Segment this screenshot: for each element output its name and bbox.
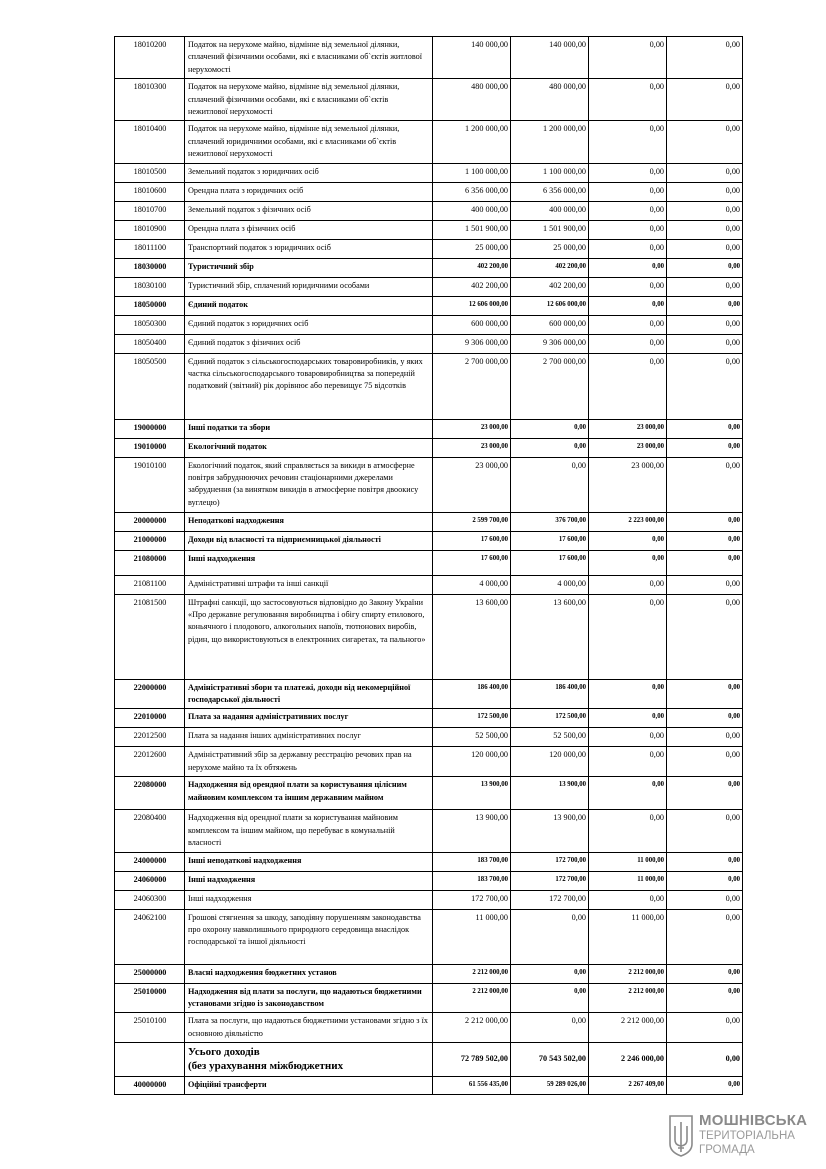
dev-cell: 0,00 — [667, 512, 743, 531]
general-cell: 0,00 — [511, 1013, 589, 1043]
general-cell: 13 900,00 — [511, 810, 589, 852]
dev-cell: 0,00 — [667, 983, 743, 1013]
general-cell: 13 600,00 — [511, 594, 589, 679]
special-cell: 0,00 — [589, 201, 667, 220]
total-cell: 172 700,00 — [433, 890, 511, 909]
general-cell: 25 000,00 — [511, 239, 589, 258]
table-row — [115, 594, 743, 679]
name-cell: Грошові стягнення за шкоду, заподіяну порушенням законодавства про охорону навколишнього природного середовища внаслідок господарської та іншої діяльності — [185, 909, 433, 964]
special-cell: 0,00 — [589, 334, 667, 353]
code-cell: 24062100 — [115, 909, 185, 964]
total-cell: 2 212 000,00 — [433, 964, 511, 983]
dev-cell: 0,00 — [667, 810, 743, 852]
special-cell: 0,00 — [589, 550, 667, 575]
name-cell: Неподаткові надходження — [185, 512, 433, 531]
total-cell: 400 000,00 — [433, 201, 511, 220]
code-cell: 18050400 — [115, 334, 185, 353]
general-cell: 172 700,00 — [511, 871, 589, 890]
code-cell: 20000000 — [115, 512, 185, 531]
general-cell: 0,00 — [511, 983, 589, 1013]
table-row — [115, 37, 743, 79]
general-cell: 6 356 000,00 — [511, 182, 589, 201]
revenue-table — [114, 36, 743, 1095]
dev-cell: 0,00 — [667, 709, 743, 728]
dev-cell: 0,00 — [667, 438, 743, 457]
total-cell: 140 000,00 — [433, 37, 511, 79]
name-cell: Екологічний податок, який справляється за викиди в атмосферне повітря забруднюючих речовин стаціонарними джерелами забруднення (за винятком викидів в атмосферне повітря двоокису вуглецю) — [185, 457, 433, 512]
total-cell: 13 900,00 — [433, 810, 511, 852]
code-cell: 18010400 — [115, 121, 185, 163]
name-cell: Штрафні санкції, що застосовуються відповідно до Закону України «Про державне регулювання виробництва і обігу спирту етилового, коньячного і плодового, алкогольних напоїв, тютюнових виробів, рідин, що використовуються в електронних сигаретах, та пального» — [185, 594, 433, 679]
special-cell: 23 000,00 — [589, 438, 667, 457]
table-row — [115, 182, 743, 201]
special-cell: 0,00 — [589, 296, 667, 315]
total-cell: 480 000,00 — [433, 79, 511, 121]
code-cell: 25000000 — [115, 964, 185, 983]
general-cell: 120 000,00 — [511, 747, 589, 777]
code-cell: 19010000 — [115, 438, 185, 457]
total-cell: 9 306 000,00 — [433, 334, 511, 353]
special-cell: 0,00 — [589, 182, 667, 201]
total-cell: 600 000,00 — [433, 315, 511, 334]
code-cell: 18030000 — [115, 258, 185, 277]
code-cell: 18010900 — [115, 220, 185, 239]
general-cell: 13 900,00 — [511, 777, 589, 810]
name-cell: Плата за надання адміністративних послуг — [185, 709, 433, 728]
special-cell: 0,00 — [589, 220, 667, 239]
general-cell: 1 100 000,00 — [511, 163, 589, 182]
special-cell: 11 000,00 — [589, 871, 667, 890]
logo-line1: МОШНІВСЬКА — [699, 1112, 808, 1129]
total-cell: 17 600,00 — [433, 550, 511, 575]
total-cell: 2 599 700,00 — [433, 512, 511, 531]
name-cell: Інші неподаткові надходження — [185, 852, 433, 871]
general-cell: 172 700,00 — [511, 890, 589, 909]
total-cell: 11 000,00 — [433, 909, 511, 964]
dev-cell: 0,00 — [667, 353, 743, 419]
total-cell: 1 200 000,00 — [433, 121, 511, 163]
dev-cell: 0,00 — [667, 531, 743, 550]
name-cell: Туристичний збір — [185, 258, 433, 277]
table-row — [115, 1013, 743, 1043]
name-cell: Земельний податок з юридичних осіб — [185, 163, 433, 182]
name-cell: Земельний податок з фізичних осіб — [185, 201, 433, 220]
dev-cell: 0,00 — [667, 201, 743, 220]
name-cell: Доходи від власності та підприємницької діяльності — [185, 531, 433, 550]
name-cell: Інші надходження — [185, 890, 433, 909]
total-cell: 186 400,00 — [433, 679, 511, 709]
revenue-table-footer — [115, 1043, 743, 1094]
code-cell: 18010300 — [115, 79, 185, 121]
special-cell: 0,00 — [589, 890, 667, 909]
general-cell: 172 700,00 — [511, 852, 589, 871]
code-cell: 25010000 — [115, 983, 185, 1013]
trident-emblem-icon — [668, 1114, 694, 1158]
general-cell: 376 700,00 — [511, 512, 589, 531]
transfers-code-cell: 40000000 — [115, 1077, 185, 1094]
general-cell: 600 000,00 — [511, 315, 589, 334]
name-cell: Інші надходження — [185, 550, 433, 575]
special-cell: 0,00 — [589, 679, 667, 709]
table-row — [115, 438, 743, 457]
code-cell: 22080000 — [115, 777, 185, 810]
table-row — [115, 457, 743, 512]
table-row — [115, 531, 743, 550]
special-cell: 0,00 — [589, 258, 667, 277]
name-cell: Єдиний податок з сільськогосподарських товаровиробників, у яких частка сільськогосподарського товаровиробництва за попередній податковий (звітний) рік дорівнює або перевищує 75 відсотків — [185, 353, 433, 419]
code-cell: 21080000 — [115, 550, 185, 575]
table-row — [115, 334, 743, 353]
dev-cell: 0,00 — [667, 37, 743, 79]
total-cell: 183 700,00 — [433, 871, 511, 890]
special-cell: 0,00 — [589, 810, 667, 852]
code-cell: 18010200 — [115, 37, 185, 79]
total-cell: 17 600,00 — [433, 531, 511, 550]
table-row — [115, 575, 743, 594]
special-cell: 0,00 — [589, 79, 667, 121]
transfers-dev-cell: 0,00 — [667, 1077, 743, 1094]
code-cell: 18010700 — [115, 201, 185, 220]
dev-cell: 0,00 — [667, 334, 743, 353]
name-cell: Транспортний податок з юридичних осіб — [185, 239, 433, 258]
table-row — [115, 728, 743, 747]
total-cell: 12 606 000,00 — [433, 296, 511, 315]
table-row — [115, 871, 743, 890]
dev-cell: 0,00 — [667, 852, 743, 871]
code-cell: 19010100 — [115, 457, 185, 512]
table-row — [115, 353, 743, 419]
special-cell: 0,00 — [589, 709, 667, 728]
code-cell: 21081100 — [115, 575, 185, 594]
code-cell: 22010000 — [115, 709, 185, 728]
logo-line3: ГРОМАДА — [699, 1144, 755, 1156]
table-row — [115, 315, 743, 334]
total-cell: 1 100 000,00 — [433, 163, 511, 182]
name-cell: Надходження від орендної плати за користування майновим комплексом та іншим майном, що перебуває в комунальній власності — [185, 810, 433, 852]
total-cell: 2 700 000,00 — [433, 353, 511, 419]
special-cell: 2 212 000,00 — [589, 983, 667, 1013]
total-cell: 402 200,00 — [433, 258, 511, 277]
dev-cell: 0,00 — [667, 296, 743, 315]
dev-cell: 0,00 — [667, 163, 743, 182]
community-logo — [668, 1112, 808, 1160]
table-row — [115, 810, 743, 852]
general-cell: 12 606 000,00 — [511, 296, 589, 315]
total-special-cell: 2 246 000,00 — [589, 1043, 667, 1077]
special-cell: 0,00 — [589, 531, 667, 550]
dev-cell: 0,00 — [667, 594, 743, 679]
dev-cell: 0,00 — [667, 964, 743, 983]
logo-line2: ТЕРИТОРІАЛЬНА — [699, 1130, 795, 1142]
dev-cell: 0,00 — [667, 277, 743, 296]
total-cell: 120 000,00 — [433, 747, 511, 777]
dev-cell: 0,00 — [667, 315, 743, 334]
total-cell: 13 600,00 — [433, 594, 511, 679]
special-cell: 2 212 000,00 — [589, 1013, 667, 1043]
transfers-general-cell: 59 289 026,00 — [511, 1077, 589, 1094]
name-cell: Єдиний податок з фізичних осіб — [185, 334, 433, 353]
special-cell: 0,00 — [589, 121, 667, 163]
code-cell: 22012600 — [115, 747, 185, 777]
total-cell: 23 000,00 — [433, 438, 511, 457]
special-cell: 0,00 — [589, 277, 667, 296]
dev-cell: 0,00 — [667, 679, 743, 709]
name-cell: Плата за надання інших адміністративних послуг — [185, 728, 433, 747]
special-cell: 23 000,00 — [589, 457, 667, 512]
dev-cell: 0,00 — [667, 777, 743, 810]
dev-cell: 0,00 — [667, 1013, 743, 1043]
name-cell: Єдиний податок — [185, 296, 433, 315]
general-cell: 0,00 — [511, 419, 589, 438]
code-cell: 24060300 — [115, 890, 185, 909]
general-cell: 400 000,00 — [511, 201, 589, 220]
total-cell: 2 212 000,00 — [433, 983, 511, 1013]
total-cell: 52 500,00 — [433, 728, 511, 747]
dev-cell: 0,00 — [667, 239, 743, 258]
transfers-name-cell: Офіційні трансферти — [185, 1077, 433, 1094]
special-cell: 0,00 — [589, 747, 667, 777]
special-cell: 0,00 — [589, 239, 667, 258]
name-cell: Туристичний збір, сплачений юридичними особами — [185, 277, 433, 296]
general-cell: 52 500,00 — [511, 728, 589, 747]
name-cell: Податок на нерухоме майно, відмінне від земельної ділянки, сплачений фізичними особами, які є власниками об`єктів нежитлової нерухомості — [185, 79, 433, 121]
code-cell: 22080400 — [115, 810, 185, 852]
dev-cell: 0,00 — [667, 575, 743, 594]
transfers-special-cell: 2 267 409,00 — [589, 1077, 667, 1094]
table-row — [115, 964, 743, 983]
dev-cell: 0,00 — [667, 909, 743, 964]
dev-cell: 0,00 — [667, 182, 743, 201]
general-cell: 0,00 — [511, 964, 589, 983]
table-row — [115, 163, 743, 182]
table-row — [115, 239, 743, 258]
dev-cell: 0,00 — [667, 419, 743, 438]
name-cell: Екологічний податок — [185, 438, 433, 457]
general-cell: 186 400,00 — [511, 679, 589, 709]
general-cell: 0,00 — [511, 438, 589, 457]
dev-cell: 0,00 — [667, 871, 743, 890]
table-row — [115, 890, 743, 909]
total-cell: 2 212 000,00 — [433, 1013, 511, 1043]
table-row — [115, 296, 743, 315]
total-cell: 1 501 900,00 — [433, 220, 511, 239]
name-cell: Надходження від орендної плати за користування цілісним майновим комплексом та іншим державним майном — [185, 777, 433, 810]
dev-cell: 0,00 — [667, 121, 743, 163]
total-general-cell: 70 543 502,00 — [511, 1043, 589, 1077]
name-cell: Адміністративні штрафи та інші санкції — [185, 575, 433, 594]
special-cell: 2 223 000,00 — [589, 512, 667, 531]
general-cell: 1 501 900,00 — [511, 220, 589, 239]
code-cell: 19000000 — [115, 419, 185, 438]
code-cell: 24000000 — [115, 852, 185, 871]
general-cell: 4 000,00 — [511, 575, 589, 594]
name-cell: Податок на нерухоме майно, відмінне від земельної ділянки, сплачений юридичними особами, які є власниками об`єктів нежитлової нерухомості — [185, 121, 433, 163]
code-cell: 25010100 — [115, 1013, 185, 1043]
table-row — [115, 512, 743, 531]
code-cell: 22012500 — [115, 728, 185, 747]
table-row — [115, 777, 743, 810]
transfers-row — [115, 1077, 743, 1094]
special-cell: 0,00 — [589, 315, 667, 334]
total-revenue-row — [115, 1043, 743, 1077]
total-total-cell: 72 789 502,00 — [433, 1043, 511, 1077]
table-row — [115, 79, 743, 121]
special-cell: 23 000,00 — [589, 419, 667, 438]
total-cell: 402 200,00 — [433, 277, 511, 296]
code-cell: 18011100 — [115, 239, 185, 258]
special-cell: 0,00 — [589, 777, 667, 810]
general-cell: 17 600,00 — [511, 531, 589, 550]
name-cell: Надходження від плати за послуги, що надаються бюджетними установами згідно із законодавством — [185, 983, 433, 1013]
total-name-line2: (без урахування міжбюджетних — [188, 1060, 344, 1073]
table-row — [115, 550, 743, 575]
special-cell: 0,00 — [589, 353, 667, 419]
dev-cell: 0,00 — [667, 890, 743, 909]
name-cell: Власні надходження бюджетних установ — [185, 964, 433, 983]
name-cell: Податок на нерухоме майно, відмінне від земельної ділянки, сплачений фізичними особами, які є власниками об`єктів житлової нерухомості — [185, 37, 433, 79]
name-cell: Адміністративні збори та платежі, доходи від некомерційної господарської діяльності — [185, 679, 433, 709]
special-cell: 11 000,00 — [589, 909, 667, 964]
code-cell: 21081500 — [115, 594, 185, 679]
code-cell: 18050300 — [115, 315, 185, 334]
general-cell: 480 000,00 — [511, 79, 589, 121]
name-cell: Орендна плата з юридичних осіб — [185, 182, 433, 201]
total-cell: 6 356 000,00 — [433, 182, 511, 201]
dev-cell: 0,00 — [667, 747, 743, 777]
dev-cell: 0,00 — [667, 79, 743, 121]
general-cell: 9 306 000,00 — [511, 334, 589, 353]
code-cell: 22000000 — [115, 679, 185, 709]
total-cell: 23 000,00 — [433, 457, 511, 512]
total-cell: 172 500,00 — [433, 709, 511, 728]
total-cell: 23 000,00 — [433, 419, 511, 438]
general-cell: 17 600,00 — [511, 550, 589, 575]
dev-cell: 0,00 — [667, 728, 743, 747]
code-cell: 18030100 — [115, 277, 185, 296]
table-row — [115, 258, 743, 277]
code-cell: 18050000 — [115, 296, 185, 315]
special-cell: 0,00 — [589, 163, 667, 182]
general-cell: 0,00 — [511, 457, 589, 512]
special-cell: 0,00 — [589, 594, 667, 679]
total-name-cell — [185, 1043, 433, 1077]
total-cell: 13 900,00 — [433, 777, 511, 810]
code-cell: 24060000 — [115, 871, 185, 890]
name-cell: Плата за послуги, що надаються бюджетними установами згідно з їх основною діяльністю — [185, 1013, 433, 1043]
total-name-line1: Усього доходів — [188, 1046, 260, 1059]
name-cell: Адміністративний збір за державну реєстрацію речових прав на нерухоме майно та їх обтяжень — [185, 747, 433, 777]
general-cell: 1 200 000,00 — [511, 121, 589, 163]
table-row — [115, 909, 743, 964]
dev-cell: 0,00 — [667, 457, 743, 512]
total-cell: 183 700,00 — [433, 852, 511, 871]
total-cell: 25 000,00 — [433, 239, 511, 258]
revenue-table-body — [115, 37, 743, 1043]
special-cell: 0,00 — [589, 575, 667, 594]
table-row — [115, 419, 743, 438]
dev-cell: 0,00 — [667, 550, 743, 575]
table-row — [115, 983, 743, 1013]
table-row — [115, 201, 743, 220]
code-cell: 18010600 — [115, 182, 185, 201]
transfers-total-cell: 61 556 435,00 — [433, 1077, 511, 1094]
total-dev-cell: 0,00 — [667, 1043, 743, 1077]
general-cell: 0,00 — [511, 909, 589, 964]
special-cell: 0,00 — [589, 37, 667, 79]
dev-cell: 0,00 — [667, 258, 743, 277]
table-row — [115, 747, 743, 777]
table-row — [115, 121, 743, 163]
table-row — [115, 220, 743, 239]
table-row — [115, 852, 743, 871]
table-row — [115, 679, 743, 709]
dev-cell: 0,00 — [667, 220, 743, 239]
general-cell: 172 500,00 — [511, 709, 589, 728]
name-cell: Інші податки та збори — [185, 419, 433, 438]
total-cell: 4 000,00 — [433, 575, 511, 594]
general-cell: 2 700 000,00 — [511, 353, 589, 419]
special-cell: 0,00 — [589, 728, 667, 747]
code-cell: 21000000 — [115, 531, 185, 550]
code-cell: 18050500 — [115, 353, 185, 419]
general-cell: 402 200,00 — [511, 258, 589, 277]
name-cell: Орендна плата з фізичних осіб — [185, 220, 433, 239]
special-cell: 2 212 000,00 — [589, 964, 667, 983]
name-cell: Єдиний податок з юридичних осіб — [185, 315, 433, 334]
code-cell: 18010500 — [115, 163, 185, 182]
general-cell: 140 000,00 — [511, 37, 589, 79]
table-row — [115, 277, 743, 296]
name-cell: Інші надходження — [185, 871, 433, 890]
table-row — [115, 709, 743, 728]
general-cell: 402 200,00 — [511, 277, 589, 296]
total-code-cell — [115, 1043, 185, 1077]
special-cell: 11 000,00 — [589, 852, 667, 871]
